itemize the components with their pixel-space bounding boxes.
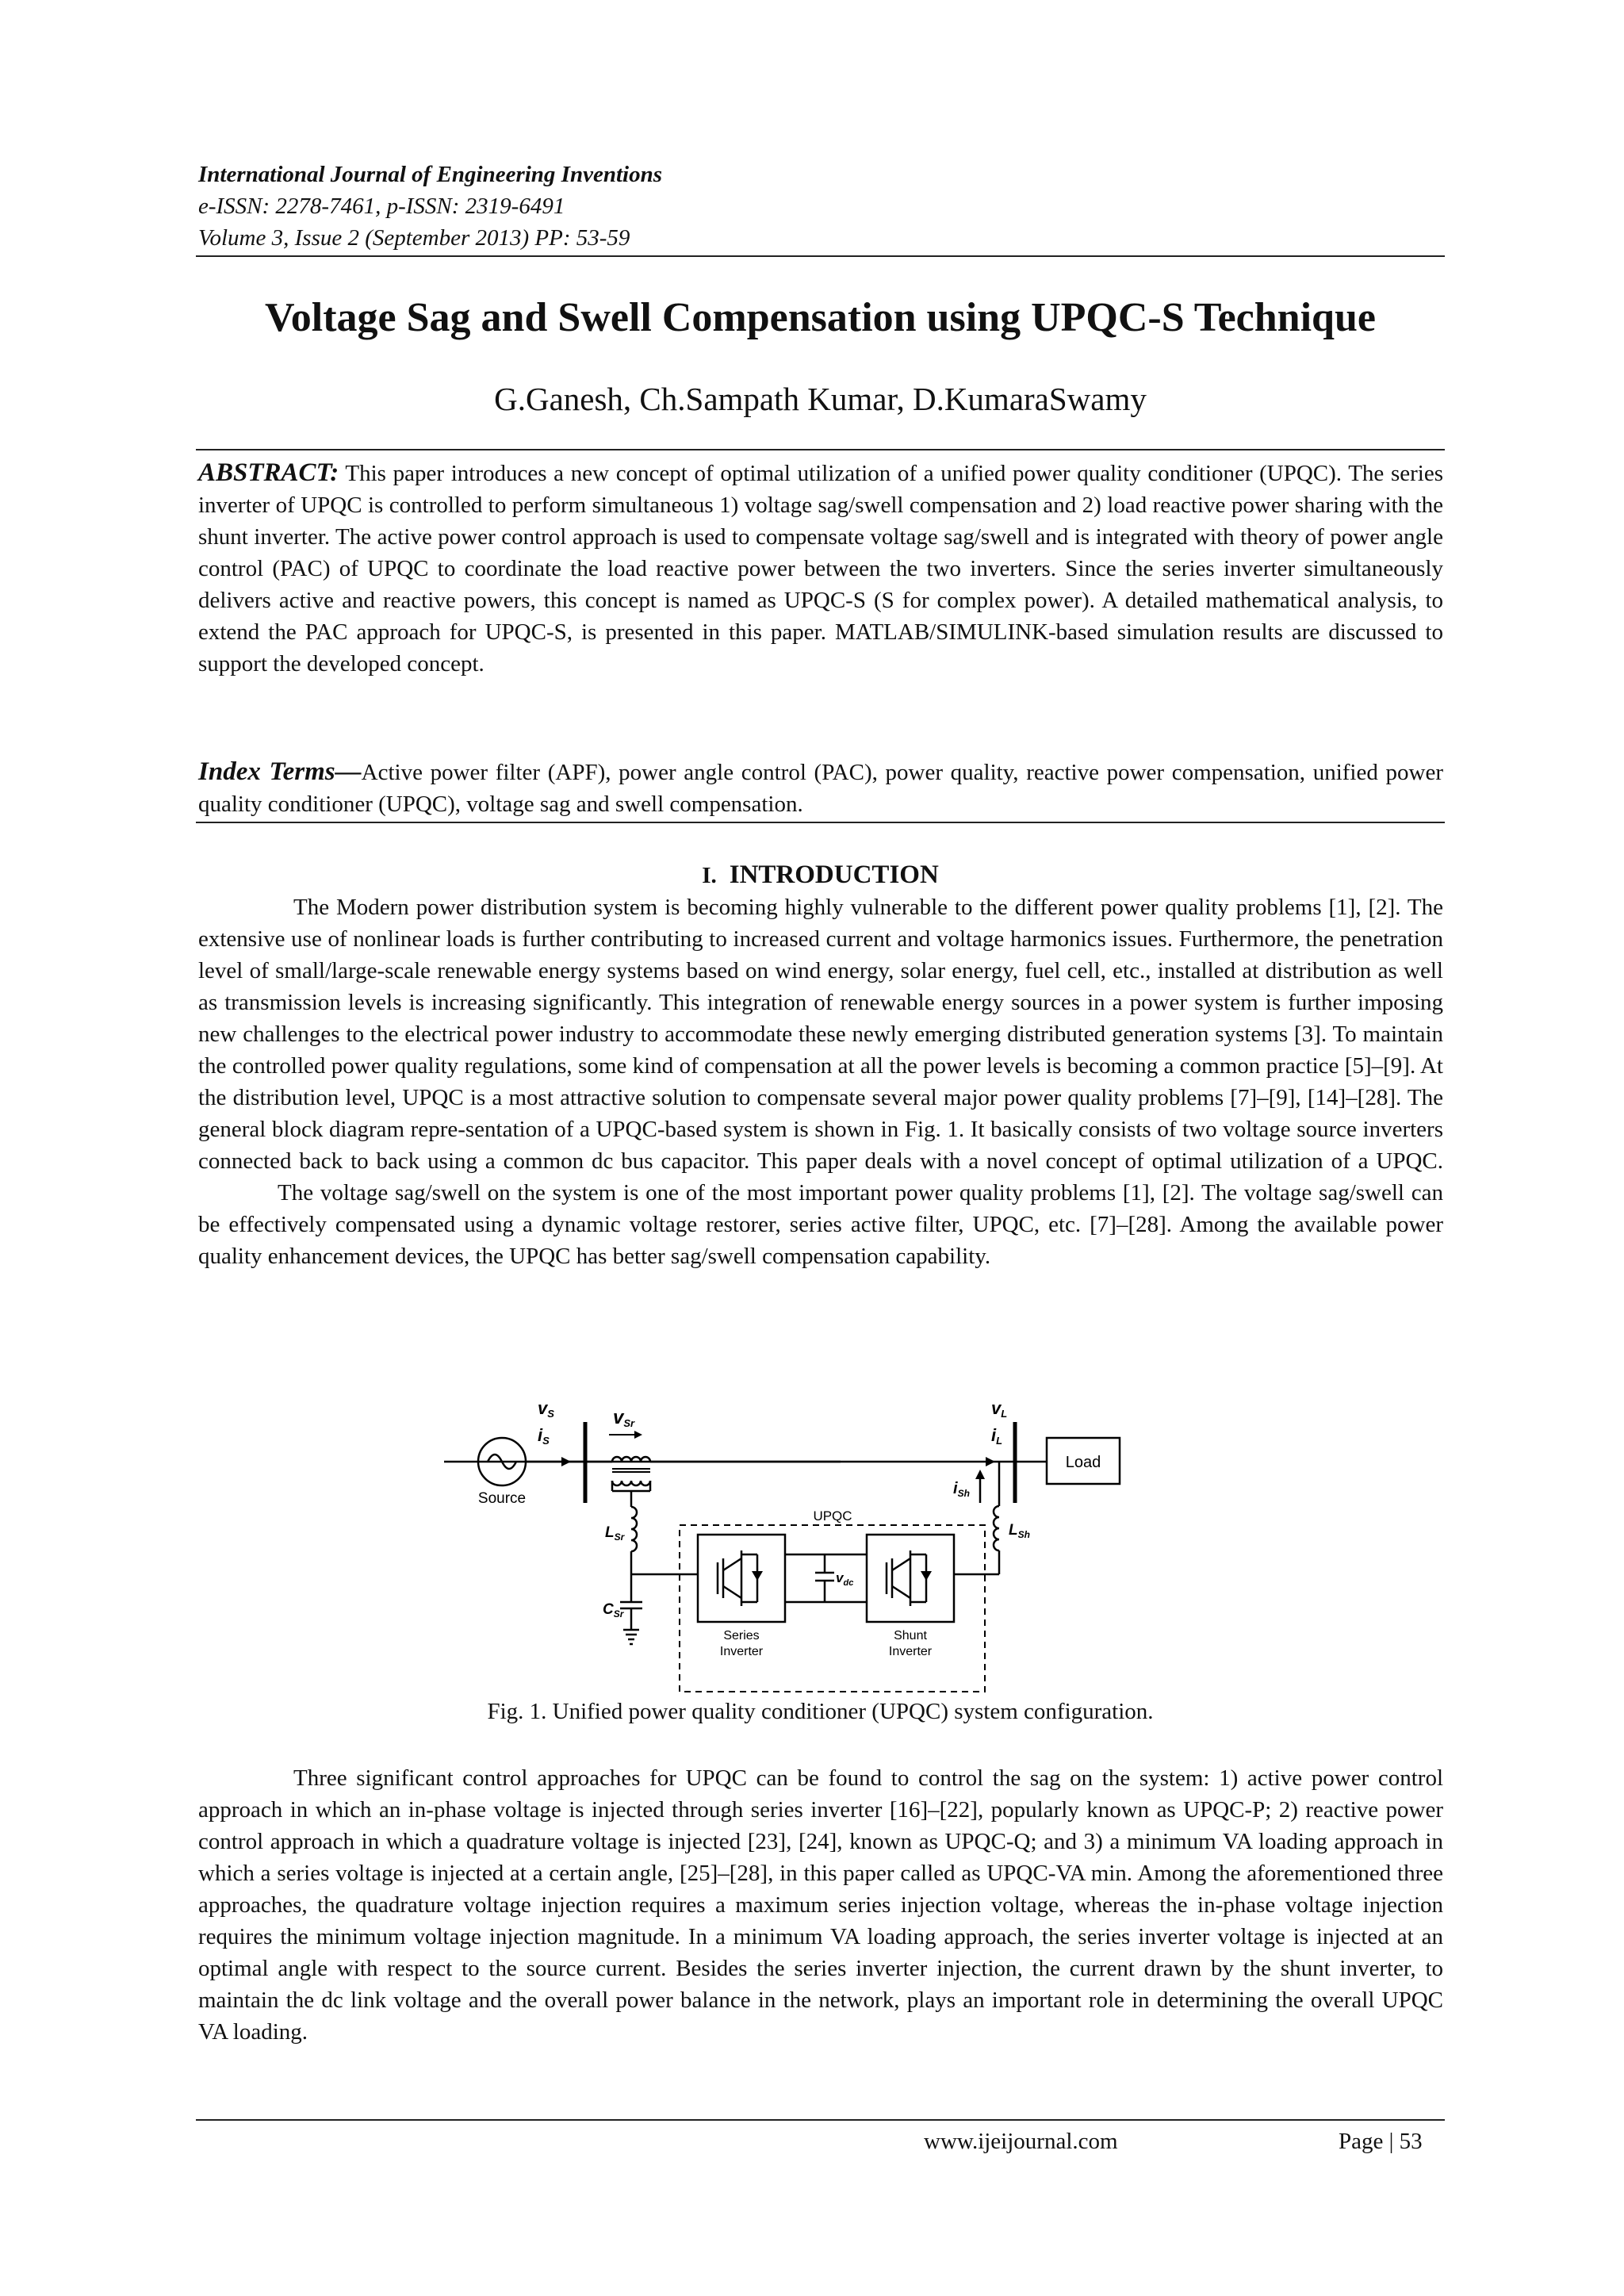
footer-page-number: Page | 53 <box>1339 2129 1423 2154</box>
upqc-label: UPQC <box>813 1508 852 1524</box>
abstract <box>198 457 1443 680</box>
source-label: Source <box>477 1490 527 1507</box>
journal-volume: Volume 3, Issue 2 (September 2013) PP: 53-59 <box>198 225 630 251</box>
lsh-label: $L_{Sh}$ <box>1009 1522 1030 1540</box>
series-inductor <box>631 1507 637 1551</box>
footer-url[interactable]: www.ijeijournal.com <box>924 2129 1118 2154</box>
journal-issn: e-ISSN: 2278-7461, p-ISSN: 2319-6491 <box>198 194 565 219</box>
header-divider <box>196 255 1445 257</box>
index-terms <box>198 756 1443 820</box>
shunt-inverter-inductor <box>994 1506 999 1550</box>
shunt-inverter-label-2: Inverter <box>888 1645 933 1658</box>
figure-caption: Fig. 1. Unified power quality conditioner (UPQC) system configuration. <box>487 1699 1154 1724</box>
index-terms-text: Active power filter (APF), power angle control (PAC), power quality, reactive power compensation, unified power quality conditioner (UPQC), voltage sag and swell compensation. <box>198 760 1443 817</box>
index-terms-divider <box>196 822 1445 823</box>
series-inverter-label-2: Inverter <box>719 1645 764 1658</box>
vsr-label: vSr <box>613 1407 635 1429</box>
vl-label: vL <box>991 1398 1008 1420</box>
journal-name: International Journal of Engineering Inventions <box>198 162 662 187</box>
lsr-label: $L_{Sr}$ <box>605 1524 625 1543</box>
section-title: INTRODUCTION <box>729 861 939 889</box>
section-number: I. <box>702 863 717 888</box>
intro-paragraph-2-text: Three significant control approaches for UPQC can be found to control the sag on the system: 1) active power control approach in which an in-phase voltage is injected through series inverter [16]–[22], popularly known as UPQC-P; 2) reactive power control approach in which a quadrature voltage is injected [23], [24], known as UPQC-Q; and 3) a minimum VA loading approach in which a series voltage is injected at a certain angle, [25]–[28], in this paper called as UPQC-VA min. Among the aforementioned three approaches, the quadrature voltage injection requires a maximum series injection voltage, whereas the in-phase voltage injection requires the minimum voltage injection magnitude. In a minimum VA loading approach, the series inverter voltage is injected at an optimal angle with respect to the source current. Besides the series inverter injection, the current drawn by the shunt inverter, to maintain the dc link voltage and the overall power balance in the network, plays an important role in determining the overall UPQC VA loading. <box>198 1765 1443 2045</box>
vdc-label: $v_{dc}$ <box>836 1570 854 1588</box>
vs-label: vS <box>538 1398 554 1420</box>
abstract-text: This paper introduces a new concept of optimal utilization of a unified power quality conditioner (UPQC). The series inverter of UPQC is controlled to perform simultaneous 1) voltage sag/swell compensation and 2) load reactive power sharing with the shunt inverter. The active power control approach is used to compensate voltage sag/swell and is integrated with theory of power angle control (PAC) of UPQC to coordinate the load reactive power between the two inverters. Since the series inverter simultaneously delivers active and reactive powers, this concept is named as UPQC-S (S for complex power). A detailed mathematical analysis, to extend the PAC approach for UPQC-S, is presented in this paper. MATLAB/SIMULINK-based simulation results are discussed to support the developed concept. <box>198 461 1443 677</box>
il-arrow-icon <box>986 1457 995 1466</box>
intro-paragraph-1 <box>198 891 1443 1272</box>
upqc-boundary <box>680 1525 985 1692</box>
figure-upqc-diagram <box>444 1392 1158 1693</box>
intro-paragraph-1b: The voltage sag/swell on the system is one of the most important power quality problems [1], [2]. The voltage sag/swell can be effectively compensated using a dynamic voltage restorer, series active filter, UPQC, etc. [7]–[28]. Among the available power quality enhancement devices, the UPQC has better sag/swell compensation capability. <box>198 1180 1443 1269</box>
section-heading <box>196 859 1445 891</box>
footer-divider <box>196 2119 1445 2121</box>
load-label: Load <box>1065 1454 1101 1471</box>
intro-paragraph-1a: The Modern power distribution system is becoming highly vulnerable to the different power quality problems [1], [2]. The extensive use of nonlinear loads is further contributing to increased current and voltage harmonics issues. Furthermore, the penetration level of small/large-scale renewable energy systems based on wind energy, solar energy, fuel cell, etc., installed at distribution as well as transmission levels is increasing significantly. This integration of renewable energy sources in a power system is further imposing new challenges to the electrical power industry to accommodate these newly emerging distributed generation systems [3]. To maintain the controlled power quality regulations, some kind of compensation at all the power levels is becoming a common practice [5]–[9]. At the distribution level, UPQC is a most attractive solution to compensate several major power quality problems [7]–[9], [14]–[28]. The general block diagram repre-sentation of a UPQC-based system is shown in Fig. 1. It basically consists of two voltage source inverters connected back to back using a common dc bus capacitor. This paper deals with a novel concept of optimal utilization of a UPQC. <box>198 895 1443 1174</box>
intro-paragraph-2 <box>198 1762 1443 2048</box>
is-arrow-icon <box>561 1457 571 1466</box>
paper-authors: G.Ganesh, Ch.Sampath Kumar, D.KumaraSwamy <box>494 381 1147 417</box>
series-transformer-secondary <box>612 1481 650 1485</box>
paper-title: Voltage Sag and Swell Compensation using UPQC-S Technique <box>265 295 1376 340</box>
csr-label: $C_{Sr}$ <box>603 1601 624 1619</box>
il-label: iL <box>991 1425 1003 1447</box>
ish-label: $i_{Sh}$ <box>953 1480 970 1499</box>
journal-header <box>198 159 1443 254</box>
is-label: iS <box>538 1425 550 1447</box>
upqc-circuit-svg <box>444 1392 1158 1693</box>
ish-arrow-icon <box>975 1470 985 1479</box>
shunt-inverter-label-1: Shunt <box>894 1629 927 1642</box>
index-terms-label: Index Terms— <box>198 757 362 786</box>
series-inverter-label-1: Series <box>723 1629 760 1642</box>
abstract-top-divider <box>196 449 1445 450</box>
abstract-label: ABSTRACT: <box>198 458 339 487</box>
